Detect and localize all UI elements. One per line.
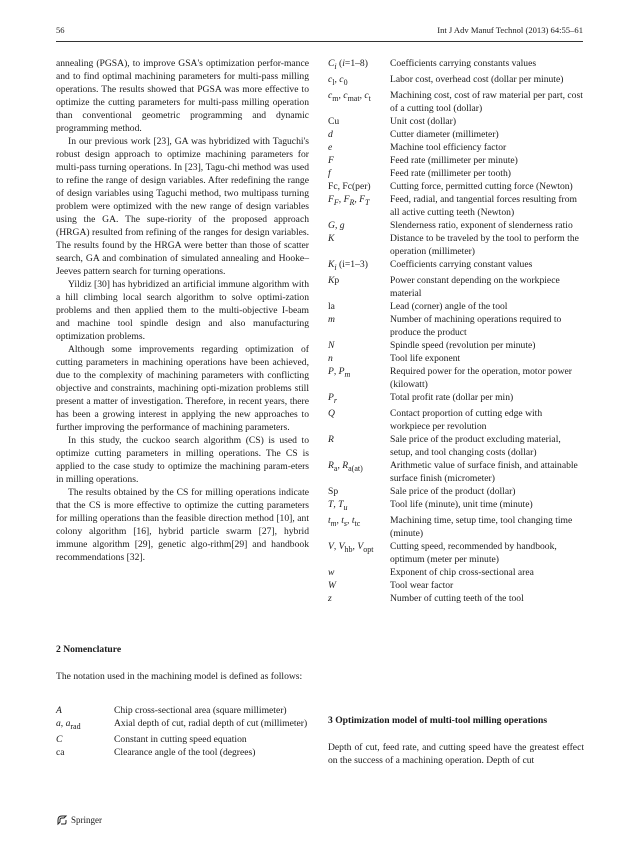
- nomenclature-symbol: R: [328, 433, 334, 445]
- nomenclature-row: [328, 365, 584, 391]
- nomenclature-symbol: $t_m$, $t_s$, $t_{tc}$: [328, 514, 361, 528]
- nomenclature-symbol: $F_F$, $F_R$, $F_T$: [328, 193, 370, 207]
- nomenclature-row: [328, 433, 584, 459]
- nomenclature-row: [328, 193, 584, 219]
- nomenclature-definition: Contact proportion of cutting edge with workpiece per revolution: [390, 407, 543, 432]
- nomenclature-definition: Coefficients carrying constants values: [390, 58, 537, 69]
- nomenclature-definition: Tool wear factor: [390, 579, 454, 591]
- nomenclature-symbol: Q: [328, 407, 335, 419]
- paragraph: Although some improvements regarding optimization of cutting parameters in machining operations have been achieved, due to the complexity of machining parameters with conflicting objective and constraints, machining opti-mization problems still present a matter of investigation. Therefore, in recent years, there has been a growing interest in applying the new approaches to further improving the performance of machining parameters.: [56, 344, 309, 433]
- nomenclature-row: [328, 514, 584, 540]
- nomenclature-definition: Sale price of the product (dollar): [390, 485, 516, 497]
- nomenclature-list-right: [328, 57, 584, 605]
- nomenclature-symbol: P, $P_m$: [328, 365, 351, 379]
- nomenclature-row: [328, 89, 584, 115]
- nomenclature-row: [328, 566, 584, 579]
- nomenclature-row: [328, 498, 584, 514]
- nomenclature-definition: Feed rate (millimeter per tooth): [390, 167, 511, 179]
- nomenclature-row: [328, 579, 584, 592]
- nomenclature-definition: Clearance angle of the tool (degrees): [114, 746, 256, 758]
- section-2-heading: 2 Nomenclature: [56, 644, 122, 655]
- nomenclature-symbol: n: [328, 352, 333, 364]
- section-2-intro: The notation used in the machining model is defined as follows:: [56, 671, 303, 682]
- nomenclature-definition: Feed rate (millimeter per minute): [390, 154, 518, 166]
- nomenclature-symbol: d: [328, 128, 333, 140]
- page-header: [56, 25, 583, 41]
- nomenclature-definition: Coefficients carrying constant values: [390, 258, 533, 270]
- nomenclature-row: [328, 274, 584, 300]
- nomenclature-symbol: $c_m$, $c_{mat}$, $c_t$: [328, 89, 371, 103]
- nomenclature-symbol: $P_r$: [328, 391, 337, 405]
- nomenclature-symbol: f: [328, 167, 331, 179]
- nomenclature-symbol: Cu: [328, 115, 340, 127]
- nomenclature-definition: Unit cost (dollar): [390, 115, 457, 127]
- nomenclature-definition: Total profit rate (dollar per min): [390, 391, 514, 403]
- nomenclature-definition: Tool life exponent: [390, 352, 461, 364]
- journal-citation: Int J Adv Manuf Technol (2013) 64:55–61: [437, 25, 583, 35]
- nomenclature-definition: Cutter diameter (millimeter): [390, 128, 499, 140]
- nomenclature-row: [328, 485, 584, 498]
- nomenclature-symbol: la: [328, 300, 335, 312]
- nomenclature-symbol: V, $V_{hb}$, $V_{opt}$: [328, 540, 374, 554]
- nomenclature-definition: Arithmetic value of surface finish, and attainable surface finish (micrometer): [390, 459, 578, 484]
- nomenclature-definition: Axial depth of cut, radial depth of cut (millimeter): [114, 718, 308, 729]
- nomenclature-definition: Power constant depending on the workpiece material: [390, 274, 560, 299]
- nomenclature-row: [328, 154, 584, 167]
- nomenclature-symbol: $c_l$, $c_0$: [328, 73, 348, 87]
- nomenclature-definition: Spindle speed (revolution per minute): [390, 339, 536, 351]
- nomenclature-definition: Exponent of chip cross-sectional area: [390, 566, 534, 578]
- nomenclature-symbol: A: [56, 705, 62, 716]
- nomenclature-row: [328, 232, 584, 258]
- nomenclature-definition: Tool life (minute), unit time (minute): [390, 498, 533, 510]
- nomenclature-row: [56, 704, 309, 717]
- nomenclature-row: [328, 73, 584, 89]
- nomenclature-row: [328, 128, 584, 141]
- nomenclature-definition: Machine tool efficiency factor: [390, 141, 507, 153]
- nomenclature-symbol: m: [328, 313, 335, 325]
- nomenclature-definition: Distance to be traveled by the tool to perform the operation (millimeter): [390, 232, 579, 257]
- header-rule: [56, 41, 583, 42]
- nomenclature-row: [328, 459, 584, 485]
- nomenclature-row: [328, 391, 584, 407]
- nomenclature-definition: Lead (corner) angle of the tool: [390, 300, 508, 312]
- nomenclature-symbol: Kp: [328, 274, 340, 286]
- nomenclature-row: [328, 167, 584, 180]
- nomenclature-definition: Chip cross-sectional area (square millimeter): [114, 705, 287, 716]
- paragraph: The results obtained by the CS for milling operations indicate that the CS is more effective to optimize the cutting parameters for milling operations than the feasible direction method [10], ant colony algorithm [16], hybrid particle swarm [27], hybrid immune algorithm [29], genetic algo-rithm[29] and handbook recommendations [32].: [56, 487, 309, 563]
- nomenclature-symbol: a, $a_{rad}$: [56, 718, 81, 731]
- nomenclature-symbol: w: [328, 566, 335, 578]
- nomenclature-symbol: $C_i$ (i=1–8): [328, 58, 368, 71]
- nomenclature-row: [56, 746, 309, 759]
- nomenclature-row: [328, 141, 584, 154]
- nomenclature-symbol: $K_i$ (i=1–3): [328, 258, 368, 272]
- springer-logo-icon: [56, 814, 68, 826]
- nomenclature-row: [56, 717, 309, 733]
- nomenclature-symbol: C: [56, 733, 63, 745]
- paragraph: Yildiz [30] has hybridized an artificial immune algorithm with a hill climbing local search algorithm to solve optimi-zation problems and then applied them to the multi-objective I-beam and machine tool spindle design and also manufacturing optimization problems.: [56, 279, 309, 342]
- section-3-heading: 3 Optimization model of multi-tool milling operations: [328, 715, 548, 726]
- nomenclature-row: [328, 115, 584, 128]
- nomenclature-row: [328, 219, 584, 232]
- nomenclature-definition: Number of machining operations required to produce the product: [390, 313, 562, 338]
- nomenclature-row: [328, 300, 584, 313]
- nomenclature-definition: Machining cost, cost of raw material per part, cost of a cutting tool (dollar): [390, 89, 583, 114]
- nomenclature-row: [328, 339, 584, 352]
- section-3-paragraph: Depth of cut, feed rate, and cutting speed have the greatest effect on the success of a machining operation. Depth of cut: [328, 742, 584, 766]
- nomenclature-row: [328, 258, 584, 274]
- nomenclature-definition: Sale price of the product excluding material, setup, and tool changing costs (dollar): [390, 433, 561, 458]
- nomenclature-definition: Required power for the operation, motor power (kilowatt): [390, 365, 572, 390]
- nomenclature-definition: Feed, radial, and tangential forces resulting from all active cutting teeth (Newton): [390, 193, 578, 218]
- nomenclature-symbol: W: [328, 579, 336, 591]
- nomenclature-list-left: [56, 704, 309, 759]
- nomenclature-definition: Number of cutting teeth of the tool: [390, 592, 524, 604]
- nomenclature-symbol: N: [328, 339, 335, 351]
- paragraph: In our previous work [23], GA was hybridized with Taguchi's robust design approach to optimize machining parameters for multi-pass turning operations. In [23], Tagu-chi method was used to refine the range of design variables. After redefining the range of design variables using Taguchi method, two multipass turning problem were optimized with the new range of design variables using the GA. The supe-riority of the proposed approach (HRGA) resulted from refining of the ranges for design variables. The results found by the HRGA were better than those of scatter search, GA and combination of simulated annealing and Hooke–Jeeves pattern search for turning operations.: [56, 136, 309, 277]
- nomenclature-definition: Slenderness ratio, exponent of slenderness ratio: [390, 219, 573, 231]
- nomenclature-row: [328, 352, 584, 365]
- nomenclature-symbol: Fc, Fc(per): [328, 180, 371, 192]
- nomenclature-definition: Labor cost, overhead cost (dollar per minute): [390, 73, 564, 85]
- page-number: 56: [56, 25, 65, 35]
- page-footer: [56, 814, 102, 826]
- nomenclature-symbol: z: [328, 592, 332, 604]
- nomenclature-definition: Cutting force, permitted cutting force (Newton): [390, 180, 573, 192]
- nomenclature-symbol: Sp: [328, 485, 339, 497]
- nomenclature-symbol: $R_a$, $R_{a(at)}$: [328, 459, 363, 473]
- nomenclature-symbol: e: [328, 141, 333, 153]
- nomenclature-symbol: ca: [56, 746, 65, 758]
- nomenclature-symbol: K: [328, 232, 335, 244]
- nomenclature-row: [328, 57, 584, 73]
- nomenclature-symbol: T, $T_u$: [328, 498, 348, 512]
- nomenclature-row: [328, 407, 584, 433]
- nomenclature-symbol: G, g: [328, 219, 345, 231]
- nomenclature-row: [328, 592, 584, 605]
- publisher-name: Springer: [71, 815, 102, 825]
- left-column-body: [56, 57, 309, 564]
- paragraph: annealing (PGSA), to improve GSA's optimization perfor-mance and to find optimal machining parameters for multi-pass milling operations. The results showed that PGSA was more effective to optimize the cutting parameters for multi-pass milling operation than conventional geometric programming and dynamic programming method.: [56, 58, 309, 134]
- nomenclature-row: [328, 540, 584, 566]
- nomenclature-definition: Constant in cutting speed equation: [114, 733, 247, 745]
- nomenclature-row: [328, 313, 584, 339]
- nomenclature-row: [328, 180, 584, 193]
- nomenclature-symbol: F: [328, 154, 334, 166]
- paragraph: In this study, the cuckoo search algorithm (CS) is used to optimize cutting parameters in milling operations. The CS is applied to the case study to optimize the machining param-eters in milling operations.: [56, 435, 309, 485]
- nomenclature-row: [56, 733, 309, 746]
- nomenclature-definition: Machining time, setup time, tool changing time (minute): [390, 514, 573, 539]
- nomenclature-definition: Cutting speed, recommended by handbook, optimum (meter per minute): [390, 540, 557, 565]
